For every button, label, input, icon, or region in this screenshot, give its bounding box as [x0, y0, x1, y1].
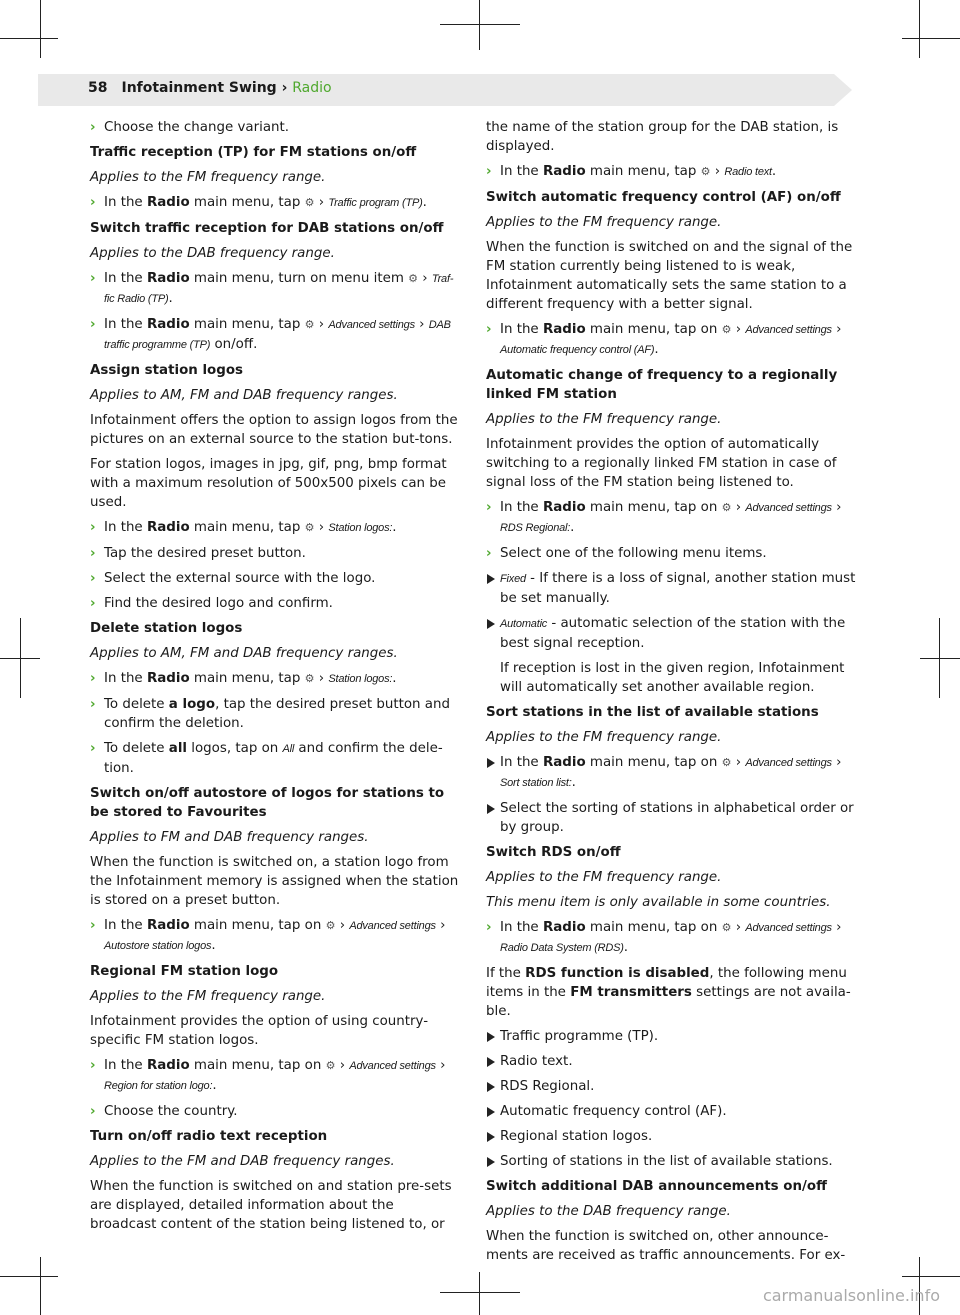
gear-icon: ⚙: [304, 318, 315, 331]
list-item: Sorting of stations in the list of available stations.: [486, 1152, 856, 1171]
section-heading: Sort stations in the list of available stations: [486, 705, 819, 720]
triangle-bullet-icon: [487, 1032, 495, 1042]
step: › In the Radio main menu, tap on ⚙ › Advanced settings › Autostore station logos.: [90, 918, 446, 953]
crop-mark: [0, 658, 40, 659]
right-column: [486, 118, 856, 1271]
arrow-icon: ›: [90, 671, 96, 686]
page-header-arrow: [834, 74, 852, 106]
step: › In the Radio main menu, tap ⚙ › Station logos:.: [90, 520, 397, 535]
section-subtitle: Applies to the FM and DAB frequency ranges.: [90, 1154, 395, 1169]
section-heading: Regional FM station logo: [90, 964, 279, 979]
step: › In the Radio main menu, tap ⚙ › Radio text.: [486, 164, 777, 179]
arrow-icon: ›: [90, 195, 96, 210]
section-subtitle: Applies to the FM frequency range.: [486, 870, 722, 885]
step: › Choose the change variant.: [90, 120, 290, 135]
list-item: Regional station logos.: [486, 1127, 856, 1146]
gear-icon: ⚙: [721, 756, 732, 769]
paragraph: If the RDS function is disabled, the following menu items in the FM transmitters settings are not availa-ble.: [486, 966, 851, 1019]
gear-icon: ⚙: [700, 165, 711, 178]
paragraph: the name of the station group for the DAB station, is displayed.: [486, 120, 839, 154]
section-note: This menu item is only available in some countries.: [486, 895, 831, 910]
crop-mark: [0, 38, 58, 39]
section-heading: Switch RDS on/off: [486, 845, 621, 860]
watermark: carmanualsonline.info: [762, 1286, 940, 1305]
list-item: Select the sorting of stations in alphabetical order or by group.: [486, 799, 856, 837]
menu-item: Advanced settings: [745, 757, 832, 769]
menu-item: Traf-fic Radio (TP): [104, 273, 454, 305]
paragraph: Infotainment offers the option to assign logos from the pictures on an external source to the station but-tons.: [90, 413, 458, 447]
triangle-bullet-icon: [487, 574, 495, 584]
arrow-icon: ›: [90, 571, 96, 586]
paragraph: For station logos, images in jpg, gif, png, bmp format with a maximum resolution of 500x500 pixels can be used.: [90, 457, 447, 510]
list-item: Traffic programme (TP).: [486, 1027, 856, 1046]
section-subtitle: Applies to the FM frequency range.: [90, 989, 326, 1004]
crop-mark: [0, 1276, 58, 1277]
list-item: Fixed - If there is a loss of signal, another station must be set manually.: [486, 569, 856, 608]
arrow-icon: ›: [486, 322, 492, 337]
gear-icon: ⚙: [408, 272, 418, 285]
crop-mark: [440, 1292, 520, 1293]
section-heading: Switch on/off autostore of logos for stations to be stored to Favourites: [90, 786, 445, 820]
gear-icon: ⚙: [325, 919, 336, 932]
breadcrumb-separator: ›: [276, 80, 293, 96]
triangle-bullet-icon: [487, 758, 495, 768]
menu-item: Station logos:: [328, 522, 393, 534]
arrow-icon: ›: [90, 1104, 96, 1119]
section-subtitle: Applies to the DAB frequency range.: [90, 246, 335, 261]
section-heading: Traffic reception (TP) for FM stations on/off: [90, 145, 417, 160]
step: › Select one of the following menu items.: [486, 546, 767, 561]
list-item: Automatic - automatic selection of the station with the best signal reception.: [486, 614, 856, 653]
menu-item: Station logos:: [328, 673, 393, 685]
step: › In the Radio main menu, tap on ⚙ › Advanced settings › Automatic frequency control (AF).: [486, 322, 842, 357]
gear-icon: ⚙: [721, 501, 732, 514]
section-subtitle: Applies to the DAB frequency range.: [486, 1204, 731, 1219]
arrow-icon: ›: [90, 520, 96, 535]
list-item: In the Radio main menu, tap on ⚙ › Advanced settings › Sort station list:.: [486, 753, 856, 793]
arrow-icon: ›: [90, 697, 96, 712]
arrow-icon: ›: [90, 596, 96, 611]
paragraph: If reception is lost in the given region, Infotainment will automatically set another available region.: [500, 661, 845, 695]
triangle-bullet-icon: [487, 1057, 495, 1067]
section-heading: Assign station logos: [90, 363, 244, 378]
page-number: 58: [88, 80, 108, 96]
crop-mark: [40, 0, 41, 58]
paragraph: Infotainment provides the option of automatically switching to a regionally linked FM station in case of signal loss of the FM station being listened to.: [486, 437, 837, 490]
section-subtitle: Applies to the FM frequency range.: [90, 170, 326, 185]
menu-item: Traffic program (TP): [328, 197, 423, 209]
section-title: Infotainment Swing: [121, 80, 277, 96]
section-heading: Automatic change of frequency to a regionally linked FM station: [486, 368, 838, 402]
menu-item: Region for station logo:: [104, 1080, 213, 1092]
arrow-icon: ›: [90, 120, 96, 135]
triangle-bullet-icon: [487, 1132, 495, 1142]
section-heading: Turn on/off radio text reception: [90, 1129, 328, 1144]
gear-icon: ⚙: [325, 1059, 336, 1072]
crop-mark: [902, 1276, 960, 1277]
gear-icon: ⚙: [721, 921, 732, 934]
arrow-icon: ›: [90, 271, 96, 286]
crop-mark: [920, 658, 960, 659]
step: › Choose the country.: [90, 1104, 238, 1119]
crop-mark: [479, 0, 480, 50]
crop-mark: [919, 0, 920, 58]
section-heading: Delete station logos: [90, 621, 243, 636]
menu-item: Radio text: [724, 166, 772, 178]
page-header: [88, 80, 332, 96]
step: › Find the desired logo and confirm.: [90, 596, 333, 611]
paragraph: When the function is switched on, a station logo from the Infotainment memory is assigned when the station is stored on a preset button.: [90, 855, 459, 908]
section-subtitle: Applies to AM, FM and DAB frequency ranges.: [90, 646, 398, 661]
paragraph: When the function is switched on and the signal of the FM station currently being listened to is weak, Infotainment automatically sets the same station to a different frequency with a better signal.: [486, 240, 853, 312]
arrow-icon: ›: [90, 1058, 96, 1073]
section-heading: Switch automatic frequency control (AF) on/off: [486, 190, 841, 205]
menu-item: Sort station list:: [500, 777, 572, 789]
arrow-icon: ›: [90, 918, 96, 933]
menu-item: RDS Regional:: [500, 522, 571, 534]
step: › In the Radio main menu, tap on ⚙ › Advanced settings › Radio Data System (RDS).: [486, 920, 842, 955]
triangle-bullet-icon: [487, 619, 495, 629]
gear-icon: ⚙: [304, 672, 315, 685]
arrow-icon: ›: [90, 317, 96, 332]
crop-mark: [440, 24, 520, 25]
triangle-bullet-icon: [487, 804, 495, 814]
section-subtitle: Applies to AM, FM and DAB frequency ranges.: [90, 388, 398, 403]
menu-item: All: [282, 743, 295, 755]
step: › Tap the desired preset button.: [90, 546, 306, 561]
arrow-icon: ›: [486, 164, 492, 179]
step: › In the Radio main menu, turn on menu item ⚙ › Traf-fic Radio (TP).: [90, 271, 454, 306]
menu-item: DAB traffic programme (TP): [104, 319, 451, 351]
crop-mark: [40, 1257, 41, 1315]
step: › To delete a logo, tap the desired preset button and confirm the deletion.: [90, 697, 450, 731]
section-subtitle: Applies to FM and DAB frequency ranges.: [90, 830, 369, 845]
section-heading: Switch additional DAB announcements on/off: [486, 1179, 827, 1194]
menu-item: Advanced settings: [745, 502, 832, 514]
section-heading: Switch traffic reception for DAB stations on/off: [90, 221, 444, 236]
triangle-bullet-icon: [487, 1157, 495, 1167]
step: › Select the external source with the logo.: [90, 571, 376, 586]
list-item: Automatic frequency control (AF).: [486, 1102, 856, 1121]
arrow-icon: ›: [90, 741, 96, 756]
gear-icon: ⚙: [304, 521, 315, 534]
menu-item: Advanced settings: [745, 324, 832, 336]
list-item: Radio text.: [486, 1052, 856, 1071]
left-column: [90, 118, 460, 1240]
menu-item: Autostore station logos: [104, 940, 212, 952]
step: › In the Radio main menu, tap ⚙ › Traffic program (TP).: [90, 195, 427, 210]
arrow-icon: ›: [486, 500, 492, 515]
menu-item: Fixed: [500, 573, 526, 585]
menu-item: Advanced settings: [349, 920, 436, 932]
section-subtitle: Applies to the FM frequency range.: [486, 412, 722, 427]
gear-icon: ⚙: [721, 323, 732, 336]
arrow-icon: ›: [486, 920, 492, 935]
crop-mark: [479, 1272, 480, 1315]
triangle-bullet-icon: [487, 1082, 495, 1092]
step: › In the Radio main menu, tap on ⚙ › Advanced settings › RDS Regional:.: [486, 500, 842, 535]
step: › In the Radio main menu, tap ⚙ › Advanced settings › DAB traffic programme (TP) on/off.: [90, 317, 451, 352]
paragraph: When the function is switched on and station pre-sets are displayed, detailed information about the broadcast content of the station being listened to, or: [90, 1179, 452, 1232]
step: › In the Radio main menu, tap ⚙ › Station logos:.: [90, 671, 397, 686]
gear-icon: ⚙: [304, 196, 315, 209]
paragraph: When the function is switched on, other announce-ments are received as traffic announcements. For ex-: [486, 1229, 846, 1263]
menu-item: Automatic: [500, 618, 548, 630]
section-subtitle: Applies to the FM frequency range.: [486, 215, 722, 230]
breadcrumb-radio: Radio: [292, 80, 332, 96]
crop-mark: [902, 38, 960, 39]
list-item: RDS Regional.: [486, 1077, 856, 1096]
arrow-icon: ›: [90, 546, 96, 561]
menu-item: Automatic frequency control (AF): [500, 344, 655, 356]
menu-item: Radio Data System (RDS): [500, 942, 624, 954]
menu-item: Advanced settings: [745, 922, 832, 934]
step: › In the Radio main menu, tap on ⚙ › Advanced settings › Region for station logo:.: [90, 1058, 446, 1093]
menu-item: Advanced settings: [349, 1060, 436, 1072]
step: › To delete all logos, tap on All and confirm the dele-tion.: [90, 741, 443, 776]
paragraph: Infotainment provides the option of using country-specific FM station logos.: [90, 1014, 429, 1048]
arrow-icon: ›: [486, 546, 492, 561]
triangle-bullet-icon: [487, 1107, 495, 1117]
section-subtitle: Applies to the FM frequency range.: [486, 730, 722, 745]
menu-item: Advanced settings: [328, 319, 415, 331]
